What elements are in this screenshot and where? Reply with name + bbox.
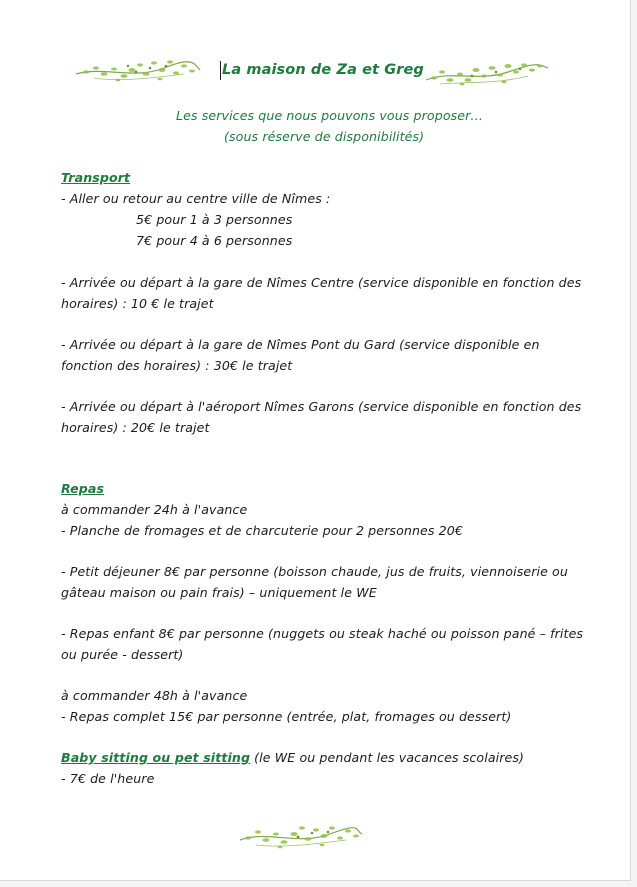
- transport-item-3-line-2: fonction des horaires) : 30€ le trajet: [61, 358, 293, 373]
- section-heading-repas: Repas: [61, 481, 105, 496]
- transport-price-1: 5€ pour 1 à 3 personnes: [136, 212, 293, 227]
- repas-item-2-line-1: - Petit déjeuner 8€ par personne (boisson chaude, jus de fruits, viennoiserie ou: [61, 564, 568, 579]
- repas-item-2-line-2: gâteau maison ou pain frais) – uniquement le WE: [61, 585, 377, 600]
- repas-note-48h: à commander 48h à l'avance: [61, 688, 248, 703]
- transport-item-2-line-1: - Arrivée ou départ à la gare de Nîmes Centre (service disponible en fonction des: [61, 275, 582, 290]
- vine-ornament-bottom-icon: [238, 818, 364, 854]
- repas-note-24h: à commander 24h à l'avance: [61, 502, 248, 517]
- repas-item-3-line-1: - Repas enfant 8€ par personne (nuggets ou steak haché ou poisson pané – frites: [61, 626, 584, 641]
- transport-item-2-line-2: horaires) : 10 € le trajet: [61, 296, 214, 311]
- subtitle-line-2: (sous réserve de disponibilités): [224, 129, 425, 144]
- sitting-heading-line: [61, 750, 524, 765]
- vine-ornament-right-icon: [424, 56, 550, 90]
- subtitle-line-1: Les services que nous pouvons vous proposer…: [176, 108, 484, 123]
- section-heading-sitting: Baby sitting ou pet sitting: [61, 750, 251, 765]
- transport-item-4-line-2: horaires) : 20€ le trajet: [61, 420, 210, 435]
- sitting-heading-suffix: (le WE ou pendant les vacances scolaires): [250, 750, 525, 765]
- repas-item-3-line-2: ou purée - dessert): [61, 647, 184, 662]
- vine-ornament-left-icon: [74, 54, 202, 88]
- text-cursor: [220, 61, 221, 80]
- transport-item-4-line-1: - Arrivée ou départ à l'aéroport Nîmes Garons (service disponible en fonction des: [61, 399, 582, 414]
- transport-item-1: - Aller ou retour au centre ville de Nîmes :: [61, 191, 331, 206]
- sitting-item-1: - 7€ de l'heure: [61, 771, 155, 786]
- transport-price-2: 7€ pour 4 à 6 personnes: [136, 233, 293, 248]
- transport-item-3-line-1: - Arrivée ou départ à la gare de Nîmes Pont du Gard (service disponible en: [61, 337, 540, 352]
- section-heading-transport: Transport: [61, 170, 131, 185]
- repas-item-4: - Repas complet 15€ par personne (entrée, plat, fromages ou dessert): [61, 709, 512, 724]
- repas-item-1: - Planche de fromages et de charcuterie pour 2 personnes 20€: [61, 523, 463, 538]
- page-title: La maison de Za et Greg: [222, 62, 424, 78]
